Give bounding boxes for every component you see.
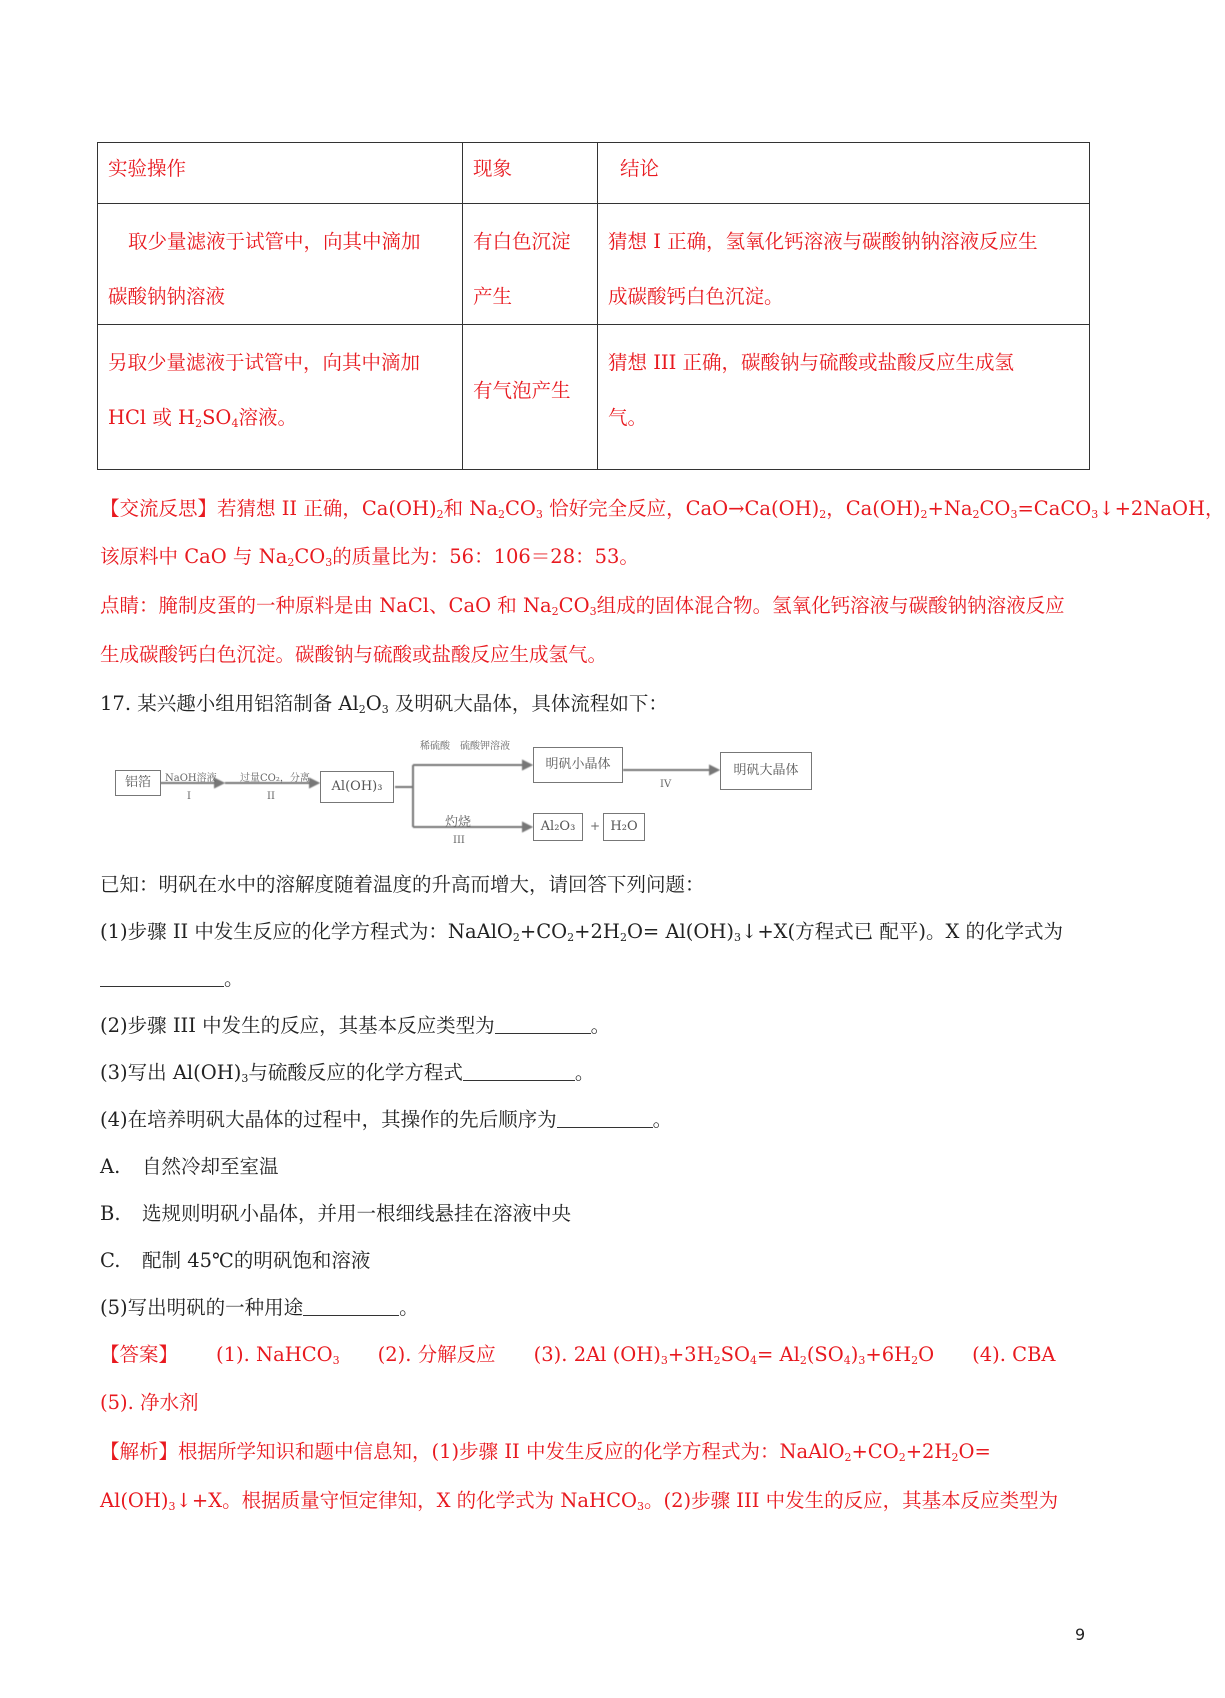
option-text: 选规则明矾小晶体，并用一根细线悬挂在溶液中央 (142, 1202, 572, 1225)
question-17-stem (100, 689, 668, 719)
text-run: 若猜想 II 正确，Ca(OH) (217, 497, 437, 520)
table-row (98, 325, 1090, 470)
answer-tag: 【答案】 (100, 1343, 179, 1366)
subscript: 2 (497, 508, 505, 521)
cell-text: 猜想 I 正确，氢氧化钙溶液与碳酸钠钠溶液反应生 (608, 230, 1038, 253)
answer-blank[interactable] (495, 1011, 591, 1034)
text-run: ↓+X。根据质量守恒定律知，X 的化学式为 NaHCO (175, 1489, 637, 1512)
reflection-text (217, 497, 1224, 520)
text-run: 点睛：腌制皮蛋的一种原料是由 NaCl、CaO 和 Na (100, 594, 552, 617)
option-c (100, 1246, 370, 1276)
cell-conclusion (598, 325, 1090, 470)
text-run: 和 Na (443, 497, 498, 520)
flow-box-h2o: H₂O (603, 813, 645, 841)
question-5 (100, 1293, 419, 1323)
cell-text (108, 390, 454, 445)
subscript: 2 (567, 931, 575, 944)
subscript: 2 (358, 703, 366, 716)
flow-branch-top-label: 稀硫酸 硫酸钾溶液 (420, 741, 510, 752)
subscript: 3 (1010, 508, 1018, 521)
subscript: 3 (589, 605, 597, 618)
subscript: 4 (231, 417, 239, 430)
answer-blank[interactable] (100, 964, 224, 987)
header-conclusion: 结论 (598, 143, 1090, 204)
experiment-table (97, 142, 1090, 470)
text-run: 根据所学知识和题中信息知，(1)步骤 II 中发生反应的化学方程式为：NaAlO (178, 1440, 845, 1463)
question-1 (100, 917, 1063, 947)
text-run: +Na (927, 497, 973, 520)
cell-text: 气。 (608, 406, 648, 429)
text-run: +CO (851, 1440, 899, 1463)
subscript: 2 (844, 1451, 852, 1464)
flow-arrow2-label: 过量CO₂，分离 (240, 773, 310, 784)
flow-branch-bottom-label: 灼烧 (445, 815, 472, 830)
text-run: O (918, 1343, 935, 1366)
flow-box-aloh3: Al(OH)₃ (320, 771, 394, 803)
cell-text: 另取少量滤液于试管中，向其中滴加 (108, 351, 421, 374)
subscript: 3 (636, 1500, 644, 1513)
punct: 。 (399, 1296, 419, 1319)
text-run: =CaCO (1017, 497, 1092, 520)
subscript: 2 (898, 1451, 906, 1464)
subscript: 3 (332, 1354, 340, 1367)
text-run: Al(OH) (100, 1489, 169, 1512)
text-run: (3). 2Al (OH) (533, 1343, 661, 1366)
text-run: CO (979, 497, 1011, 520)
flow-arrow1-step: I (187, 791, 191, 802)
question-4 (100, 1105, 672, 1135)
flow-box-al2o3: Al₂O₃ (533, 813, 583, 841)
reflection-tag: 【交流反思】 (100, 497, 218, 520)
answer-4: (4). CBA (972, 1343, 1056, 1366)
cell-text: 猜想 III 正确，碳酸钠与硫酸或盐酸反应生成氢 (608, 351, 1015, 374)
text-run: +2H (905, 1440, 952, 1463)
analysis-line-2 (100, 1486, 1058, 1516)
subscript: 2 (799, 1354, 807, 1367)
flow-plus: + (590, 819, 601, 833)
text-run: HCl 或 H (108, 406, 196, 429)
answer-1 (216, 1340, 340, 1370)
page-number: 9 (1075, 1625, 1086, 1644)
option-key: B. (100, 1202, 121, 1225)
comment-text (100, 594, 1065, 617)
flow-arrows (115, 735, 815, 850)
subscript: 2 (951, 1451, 959, 1464)
cell-text: 产生 (473, 285, 513, 308)
header-phenomenon: 现象 (463, 143, 598, 204)
subscript: 2 (195, 417, 203, 430)
reflection-line-1 (100, 494, 1225, 524)
known-text: 已知：明矾在水中的溶解度随着温度的升高而增大，请回答下列问题： (100, 873, 705, 896)
subscript: 2 (436, 508, 444, 521)
question-1-text (100, 920, 1063, 943)
answer-blank[interactable] (303, 1293, 399, 1316)
cell-text: 碳酸钠钠溶液 (108, 285, 226, 308)
subscript: 3 (660, 1354, 668, 1367)
flow-box-small-crystal: 明矾小晶体 (533, 747, 623, 783)
cell-text: 成碳酸钙白色沉淀。 (608, 285, 784, 308)
text-run: (SO (806, 1343, 844, 1366)
text-run: SO (202, 406, 232, 429)
punct: 。 (590, 1014, 611, 1037)
subscript: 2 (512, 931, 520, 944)
text-run: O (365, 692, 382, 715)
flow-arrow1-label: NaOH溶液 (165, 773, 217, 784)
question-2 (100, 1011, 610, 1041)
subscript: 3 (858, 1354, 866, 1367)
subscript: 2 (619, 931, 627, 944)
question-4-text: (4)在培养明矾大晶体的过程中，其操作的先后顺序为 (100, 1108, 557, 1131)
text-run: +6H (865, 1343, 912, 1366)
subscript: 2 (287, 556, 295, 569)
subscript: 3 (1091, 508, 1099, 521)
question-3 (100, 1058, 594, 1088)
cell-operation (98, 204, 463, 325)
subscript: 2 (911, 1354, 919, 1367)
reflection-text (100, 545, 639, 568)
answer-line-2: (5). 净水剂 (100, 1391, 199, 1414)
option-text: 配制 45℃的明矾饱和溶液 (142, 1249, 371, 1272)
text-run: ↓+X(方程式已 配平)。X 的化学式为 (741, 920, 1064, 943)
cell-text: 取少量滤液于试管中，向其中滴加 (128, 230, 421, 253)
text-run: (1)步骤 II 中发生反应的化学方程式为：NaAlO (100, 920, 513, 943)
text-run: O= (958, 1440, 991, 1463)
text-run: ) (850, 1343, 859, 1366)
subscript: 3 (168, 1500, 176, 1513)
subscript: 2 (713, 1354, 721, 1367)
flow-arrow-big-step: IV (660, 779, 672, 790)
cell-conclusion (598, 204, 1090, 325)
text-run: 的质量比为：56：106＝28：53。 (332, 545, 639, 568)
cell-text: 有气泡产生 (473, 379, 571, 402)
question-1-blank-line (100, 964, 244, 994)
text-run: CO (558, 594, 590, 617)
table-row (98, 204, 1090, 325)
text-run: 。(2)步骤 III 中发生的反应，其基本反应类型为 (643, 1489, 1059, 1512)
text-run: CO (504, 497, 536, 520)
text-run: ↓+2NaOH， (1098, 497, 1225, 520)
flow-branch-bottom-step: III (453, 835, 465, 846)
analysis-tag: 【解析】 (100, 1440, 179, 1463)
question-3-text: 与硫酸反应的化学方程式 (248, 1061, 463, 1084)
option-key: C. (100, 1249, 121, 1272)
text-run: 溶液。 (238, 406, 297, 429)
flow-diagram (115, 735, 815, 850)
punct: 。 (574, 1061, 595, 1084)
answer-3 (534, 1340, 934, 1370)
option-text: 自然冷却至室温 (142, 1155, 279, 1178)
analysis-text (100, 1489, 1058, 1512)
subscript: 2 (972, 508, 980, 521)
text-run: +CO (519, 920, 568, 943)
question-5-text: (5)写出明矾的一种用途 (100, 1296, 304, 1319)
comment-line-2: 生成碳酸钙白色沉淀。碳酸钠与硫酸或盐酸反应生成氢气。 (100, 643, 608, 666)
analysis-line-1 (100, 1437, 991, 1467)
subscript: 2 (819, 508, 827, 521)
text-run: 组成的固体混合物。氢氧化钙溶液与碳酸钠钠溶液反应 (596, 594, 1065, 617)
cell-phenomenon (463, 325, 598, 470)
stem-text (100, 692, 668, 715)
cell-text: 有白色沉淀 (473, 230, 571, 253)
text-run: O= Al(OH) (626, 920, 734, 943)
question-2-text: (2)步骤 III 中发生的反应，其基本反应类型为 (100, 1014, 495, 1037)
answer-2: (2). 分解反应 (377, 1343, 496, 1366)
punct: 。 (224, 967, 244, 990)
text-run: +2H (574, 920, 620, 943)
flow-box-big-crystal: 明矾大晶体 (720, 752, 812, 790)
text-run: ，Ca(OH) (826, 497, 921, 520)
text-run: 该原料中 CaO 与 Na (100, 545, 288, 568)
subscript: 3 (381, 703, 389, 716)
header-operation: 实验操作 (98, 143, 463, 204)
analysis-text (178, 1440, 991, 1463)
text-run: 恰好完全反应，CaO→Ca(OH) (542, 497, 820, 520)
answer-blank[interactable] (557, 1105, 653, 1128)
subscript: 3 (241, 1072, 249, 1085)
text-run: 17. 某兴趣小组用铝箔制备 Al (100, 692, 359, 715)
answer-line-1 (100, 1340, 1056, 1370)
subscript: 4 (843, 1354, 851, 1367)
text-run: = Al (756, 1343, 800, 1366)
comment-line-1 (100, 591, 1065, 621)
cell-phenomenon (463, 204, 598, 325)
option-key: A. (100, 1155, 121, 1178)
punct: 。 (652, 1108, 673, 1131)
question-3-text: (3)写出 Al(OH) (100, 1061, 242, 1084)
reflection-line-2 (100, 542, 639, 572)
subscript: 3 (325, 556, 333, 569)
subscript: 2 (920, 508, 928, 521)
text-run: 及明矾大晶体，具体流程如下： (388, 692, 668, 715)
subscript: 2 (551, 605, 559, 618)
option-b (100, 1199, 571, 1229)
flow-box-foil: 铝箔 (115, 770, 161, 796)
flow-arrow2-step: II (267, 791, 275, 802)
subscript: 4 (749, 1354, 757, 1367)
text-run: (1). NaHCO (216, 1343, 333, 1366)
answer-blank[interactable] (463, 1058, 575, 1081)
text-run: CO (294, 545, 326, 568)
table-header-row (98, 143, 1090, 204)
subscript: 3 (734, 931, 741, 944)
subscript: 3 (535, 508, 543, 521)
cell-operation (98, 325, 463, 470)
text-run: +3H (667, 1343, 714, 1366)
text-run: SO (720, 1343, 750, 1366)
option-a (100, 1152, 279, 1182)
